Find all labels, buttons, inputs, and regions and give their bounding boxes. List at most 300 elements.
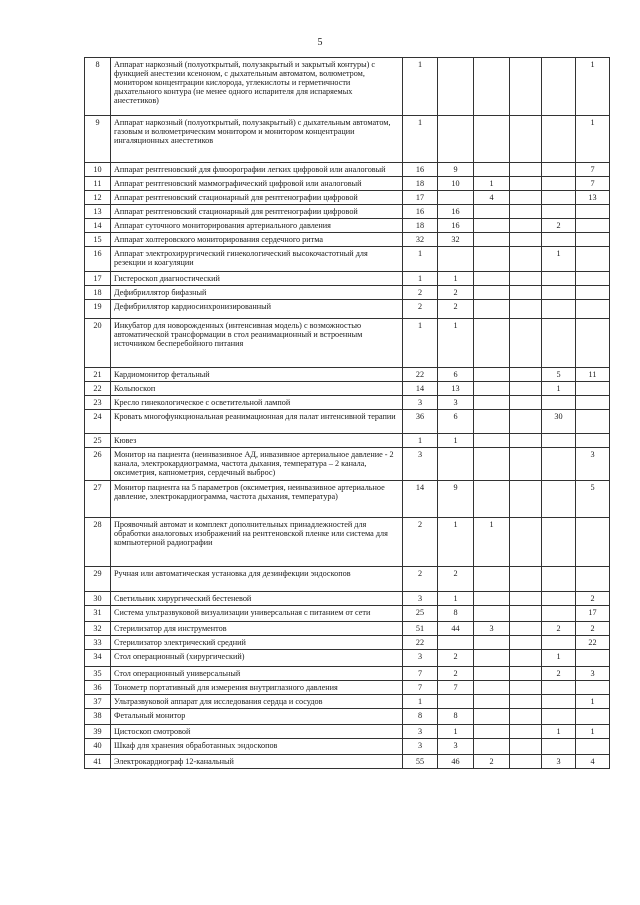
row-number-cell: 31 bbox=[85, 606, 111, 622]
quantity-cell: 4 bbox=[474, 191, 510, 205]
quantity-cell bbox=[510, 368, 542, 382]
quantity-cell: 3 bbox=[403, 650, 438, 667]
quantity-cell: 2 bbox=[474, 755, 510, 769]
quantity-cell bbox=[510, 725, 542, 739]
quantity-cell bbox=[474, 567, 510, 592]
quantity-cell bbox=[510, 286, 542, 300]
quantity-cell bbox=[438, 116, 474, 163]
quantity-cell bbox=[438, 448, 474, 481]
quantity-cell: 30 bbox=[542, 410, 576, 434]
quantity-cell: 3 bbox=[542, 755, 576, 769]
quantity-cell bbox=[438, 191, 474, 205]
row-number-cell: 14 bbox=[85, 219, 111, 233]
row-number-cell: 18 bbox=[85, 286, 111, 300]
quantity-cell bbox=[474, 286, 510, 300]
quantity-cell: 1 bbox=[403, 58, 438, 116]
quantity-cell: 16 bbox=[438, 219, 474, 233]
row-number-cell: 34 bbox=[85, 650, 111, 667]
table-row bbox=[85, 410, 610, 434]
equipment-name-cell: Кольпоскоп bbox=[111, 382, 403, 396]
quantity-cell bbox=[510, 396, 542, 410]
quantity-cell: 16 bbox=[438, 205, 474, 219]
quantity-cell bbox=[474, 410, 510, 434]
quantity-cell: 22 bbox=[403, 368, 438, 382]
quantity-cell bbox=[542, 434, 576, 448]
quantity-cell bbox=[576, 205, 610, 219]
quantity-cell bbox=[510, 622, 542, 636]
quantity-cell: 32 bbox=[438, 233, 474, 247]
quantity-cell: 7 bbox=[576, 163, 610, 177]
equipment-name-cell: Стерилизатор электрический средний bbox=[111, 636, 403, 650]
quantity-cell bbox=[510, 606, 542, 622]
quantity-cell: 2 bbox=[403, 567, 438, 592]
quantity-cell bbox=[474, 219, 510, 233]
quantity-cell bbox=[510, 177, 542, 191]
table-row bbox=[85, 247, 610, 272]
row-number-cell: 9 bbox=[85, 116, 111, 163]
quantity-cell bbox=[438, 695, 474, 709]
table-row bbox=[85, 681, 610, 695]
quantity-cell: 16 bbox=[403, 205, 438, 219]
quantity-cell bbox=[542, 606, 576, 622]
quantity-cell: 2 bbox=[542, 622, 576, 636]
quantity-cell: 2 bbox=[403, 518, 438, 567]
quantity-cell bbox=[474, 681, 510, 695]
quantity-cell: 17 bbox=[576, 606, 610, 622]
quantity-cell bbox=[542, 163, 576, 177]
row-number-cell: 33 bbox=[85, 636, 111, 650]
quantity-cell bbox=[576, 286, 610, 300]
quantity-cell: 8 bbox=[403, 709, 438, 725]
quantity-cell bbox=[542, 300, 576, 319]
quantity-cell: 14 bbox=[403, 481, 438, 518]
quantity-cell: 16 bbox=[403, 163, 438, 177]
quantity-cell: 3 bbox=[403, 396, 438, 410]
row-number-cell: 28 bbox=[85, 518, 111, 567]
quantity-cell bbox=[474, 116, 510, 163]
quantity-cell bbox=[474, 272, 510, 286]
quantity-cell bbox=[576, 319, 610, 368]
quantity-cell bbox=[576, 739, 610, 755]
quantity-cell bbox=[510, 58, 542, 116]
quantity-cell bbox=[542, 233, 576, 247]
table-row bbox=[85, 695, 610, 709]
quantity-cell bbox=[510, 382, 542, 396]
row-number-cell: 16 bbox=[85, 247, 111, 272]
equipment-name-cell: Цистоскоп смотровой bbox=[111, 725, 403, 739]
quantity-cell: 51 bbox=[403, 622, 438, 636]
table-row bbox=[85, 368, 610, 382]
equipment-name-cell: Тонометр портативный для измерения внутриглазного давления bbox=[111, 681, 403, 695]
table-row bbox=[85, 606, 610, 622]
row-number-cell: 38 bbox=[85, 709, 111, 725]
quantity-cell: 22 bbox=[403, 636, 438, 650]
equipment-name-cell: Монитор на пациента (неинвазивное АД, инвазивное артериальное давление - 2 канала, электрокардиограмма, частота дыхания, температура – 2 канала, оксиметрия, капнометрия, сердечный выброс) bbox=[111, 448, 403, 481]
quantity-cell: 25 bbox=[403, 606, 438, 622]
equipment-name-cell: Аппарат наркозный (полуоткрытый, полузакрытый и закрытый контуры) с функцией анестезии ксеноном, с дыхательным автоматом, волюметром, монитором концентрации кислорода, углекислоты и герметичности дыхательного контура (не менее одного испарителя для испаряемых анестетиков) bbox=[111, 58, 403, 116]
table-row bbox=[85, 667, 610, 681]
quantity-cell bbox=[576, 681, 610, 695]
quantity-cell: 1 bbox=[542, 382, 576, 396]
quantity-cell: 3 bbox=[576, 448, 610, 481]
quantity-cell: 2 bbox=[438, 667, 474, 681]
quantity-cell bbox=[474, 319, 510, 368]
quantity-cell bbox=[542, 396, 576, 410]
table-row bbox=[85, 219, 610, 233]
table-row bbox=[85, 272, 610, 286]
quantity-cell: 1 bbox=[542, 650, 576, 667]
quantity-cell: 2 bbox=[438, 567, 474, 592]
quantity-cell bbox=[542, 681, 576, 695]
quantity-cell: 18 bbox=[403, 219, 438, 233]
row-number-cell: 13 bbox=[85, 205, 111, 219]
quantity-cell bbox=[510, 650, 542, 667]
quantity-cell bbox=[474, 163, 510, 177]
table-row bbox=[85, 233, 610, 247]
quantity-cell: 55 bbox=[403, 755, 438, 769]
quantity-cell: 22 bbox=[576, 636, 610, 650]
row-number-cell: 17 bbox=[85, 272, 111, 286]
table-row bbox=[85, 636, 610, 650]
quantity-cell bbox=[542, 518, 576, 567]
quantity-cell bbox=[510, 434, 542, 448]
quantity-cell bbox=[474, 434, 510, 448]
row-number-cell: 8 bbox=[85, 58, 111, 116]
equipment-name-cell: Фетальный монитор bbox=[111, 709, 403, 725]
equipment-name-cell: Электрокардиограф 12-канальный bbox=[111, 755, 403, 769]
row-number-cell: 40 bbox=[85, 739, 111, 755]
quantity-cell bbox=[474, 709, 510, 725]
table-row bbox=[85, 481, 610, 518]
quantity-cell bbox=[576, 382, 610, 396]
quantity-cell bbox=[542, 695, 576, 709]
row-number-cell: 39 bbox=[85, 725, 111, 739]
equipment-name-cell: Аппарат суточного мониторирования артериального давления bbox=[111, 219, 403, 233]
quantity-cell bbox=[474, 382, 510, 396]
table-body bbox=[85, 58, 610, 769]
quantity-cell bbox=[510, 410, 542, 434]
quantity-cell: 1 bbox=[542, 247, 576, 272]
table-row bbox=[85, 396, 610, 410]
quantity-cell: 10 bbox=[438, 177, 474, 191]
row-number-cell: 29 bbox=[85, 567, 111, 592]
equipment-name-cell: Дефибриллятор кардиосинхронизированный bbox=[111, 300, 403, 319]
equipment-name-cell: Ультразвуковой аппарат для исследования сердца и сосудов bbox=[111, 695, 403, 709]
row-number-cell: 32 bbox=[85, 622, 111, 636]
table-row bbox=[85, 319, 610, 368]
quantity-cell: 1 bbox=[576, 725, 610, 739]
quantity-cell: 1 bbox=[438, 319, 474, 368]
quantity-cell bbox=[576, 272, 610, 286]
quantity-cell: 3 bbox=[438, 739, 474, 755]
quantity-cell bbox=[576, 434, 610, 448]
quantity-cell bbox=[474, 233, 510, 247]
quantity-cell bbox=[510, 319, 542, 368]
table-row bbox=[85, 518, 610, 567]
quantity-cell bbox=[542, 709, 576, 725]
row-number-cell: 26 bbox=[85, 448, 111, 481]
quantity-cell: 1 bbox=[474, 177, 510, 191]
quantity-cell: 3 bbox=[576, 667, 610, 681]
equipment-name-cell: Монитор пациента на 5 параметров (оксиметрия, неинвазивное артериальное давление, электрокардиограмма, частота дыхания, температура) bbox=[111, 481, 403, 518]
row-number-cell: 36 bbox=[85, 681, 111, 695]
equipment-name-cell: Аппарат рентгеновский маммографический цифровой или аналоговый bbox=[111, 177, 403, 191]
table-row bbox=[85, 650, 610, 667]
quantity-cell bbox=[438, 58, 474, 116]
quantity-cell: 3 bbox=[403, 448, 438, 481]
quantity-cell: 5 bbox=[542, 368, 576, 382]
quantity-cell bbox=[510, 300, 542, 319]
quantity-cell bbox=[510, 448, 542, 481]
quantity-cell: 2 bbox=[403, 286, 438, 300]
table-row bbox=[85, 592, 610, 606]
quantity-cell bbox=[542, 319, 576, 368]
quantity-cell: 32 bbox=[403, 233, 438, 247]
quantity-cell bbox=[510, 739, 542, 755]
equipment-name-cell: Аппарат электрохирургический гинекологический высокочастотный для резекции и коагуляции bbox=[111, 247, 403, 272]
quantity-cell: 1 bbox=[576, 116, 610, 163]
table-row bbox=[85, 567, 610, 592]
equipment-name-cell: Инкубатор для новорожденных (интенсивная модель) с возможностью автоматической трансформации в стол реанимационный и встроенным источником бесперебойного питания bbox=[111, 319, 403, 368]
quantity-cell: 1 bbox=[576, 695, 610, 709]
quantity-cell: 3 bbox=[403, 592, 438, 606]
quantity-cell bbox=[576, 396, 610, 410]
quantity-cell: 9 bbox=[438, 481, 474, 518]
row-number-cell: 20 bbox=[85, 319, 111, 368]
quantity-cell bbox=[474, 396, 510, 410]
quantity-cell: 2 bbox=[438, 286, 474, 300]
quantity-cell: 1 bbox=[403, 116, 438, 163]
quantity-cell bbox=[510, 592, 542, 606]
quantity-cell bbox=[510, 695, 542, 709]
quantity-cell: 14 bbox=[403, 382, 438, 396]
equipment-name-cell: Стерилизатор для инструментов bbox=[111, 622, 403, 636]
quantity-cell: 5 bbox=[576, 481, 610, 518]
quantity-cell bbox=[542, 205, 576, 219]
table-row bbox=[85, 382, 610, 396]
quantity-cell bbox=[576, 650, 610, 667]
quantity-cell bbox=[542, 567, 576, 592]
quantity-cell: 6 bbox=[438, 410, 474, 434]
row-number-cell: 22 bbox=[85, 382, 111, 396]
row-number-cell: 12 bbox=[85, 191, 111, 205]
quantity-cell bbox=[474, 58, 510, 116]
quantity-cell bbox=[510, 163, 542, 177]
equipment-name-cell: Гистероскоп диагностический bbox=[111, 272, 403, 286]
table-row bbox=[85, 448, 610, 481]
quantity-cell bbox=[576, 300, 610, 319]
row-number-cell: 37 bbox=[85, 695, 111, 709]
quantity-cell: 1 bbox=[438, 518, 474, 567]
quantity-cell bbox=[474, 592, 510, 606]
quantity-cell: 46 bbox=[438, 755, 474, 769]
quantity-cell: 6 bbox=[438, 368, 474, 382]
row-number-cell: 19 bbox=[85, 300, 111, 319]
quantity-cell: 2 bbox=[576, 592, 610, 606]
row-number-cell: 41 bbox=[85, 755, 111, 769]
quantity-cell bbox=[438, 247, 474, 272]
equipment-name-cell: Аппарат рентгеновский стационарный для рентгенографии цифровой bbox=[111, 205, 403, 219]
equipment-name-cell: Шкаф для хранения обработанных эндоскопов bbox=[111, 739, 403, 755]
table-row bbox=[85, 622, 610, 636]
quantity-cell bbox=[438, 636, 474, 650]
quantity-cell bbox=[510, 233, 542, 247]
table-row bbox=[85, 163, 610, 177]
row-number-cell: 11 bbox=[85, 177, 111, 191]
quantity-cell bbox=[576, 219, 610, 233]
quantity-cell bbox=[542, 448, 576, 481]
equipment-name-cell: Ручная или автоматическая установка для дезинфекции эндоскопов bbox=[111, 567, 403, 592]
quantity-cell bbox=[474, 636, 510, 650]
quantity-cell bbox=[576, 233, 610, 247]
quantity-cell: 7 bbox=[403, 681, 438, 695]
equipment-name-cell: Проявочный автомат и комплект дополнительных принадлежностей для обработки аналоговых изображений на рентгеновской пленке или система для компьютерной радиографии bbox=[111, 518, 403, 567]
quantity-cell bbox=[510, 567, 542, 592]
quantity-cell bbox=[474, 300, 510, 319]
quantity-cell: 3 bbox=[474, 622, 510, 636]
table-row bbox=[85, 58, 610, 116]
table-row bbox=[85, 177, 610, 191]
table-row bbox=[85, 300, 610, 319]
quantity-cell bbox=[542, 636, 576, 650]
quantity-cell: 36 bbox=[403, 410, 438, 434]
quantity-cell: 2 bbox=[542, 219, 576, 233]
quantity-cell bbox=[576, 410, 610, 434]
quantity-cell bbox=[510, 681, 542, 695]
quantity-cell bbox=[510, 205, 542, 219]
quantity-cell: 1 bbox=[438, 592, 474, 606]
quantity-cell bbox=[542, 481, 576, 518]
quantity-cell bbox=[510, 191, 542, 205]
quantity-cell bbox=[542, 191, 576, 205]
quantity-cell: 1 bbox=[403, 695, 438, 709]
quantity-cell: 13 bbox=[576, 191, 610, 205]
table-row bbox=[85, 191, 610, 205]
quantity-cell: 1 bbox=[576, 58, 610, 116]
quantity-cell: 3 bbox=[438, 396, 474, 410]
equipment-name-cell: Кресло гинекологическое с осветительной лампой bbox=[111, 396, 403, 410]
quantity-cell bbox=[576, 567, 610, 592]
equipment-name-cell: Аппарат наркозный (полуоткрытый, полузакрытый) с дыхательным автоматом, газовым и волюметрическим монитором и монитором концентрации ингаляционных анестетиков bbox=[111, 116, 403, 163]
quantity-cell bbox=[510, 755, 542, 769]
quantity-cell bbox=[576, 518, 610, 567]
quantity-cell bbox=[542, 272, 576, 286]
quantity-cell bbox=[510, 518, 542, 567]
table-row bbox=[85, 725, 610, 739]
quantity-cell bbox=[474, 606, 510, 622]
equipment-name-cell: Система ультразвуковой визуализации универсальная с питанием от сети bbox=[111, 606, 403, 622]
quantity-cell bbox=[510, 481, 542, 518]
quantity-cell: 11 bbox=[576, 368, 610, 382]
quantity-cell bbox=[474, 481, 510, 518]
equipment-name-cell: Аппарат рентгеновский стационарный для рентгенографии цифровой bbox=[111, 191, 403, 205]
quantity-cell: 7 bbox=[403, 667, 438, 681]
row-number-cell: 24 bbox=[85, 410, 111, 434]
row-number-cell: 23 bbox=[85, 396, 111, 410]
row-number-cell: 21 bbox=[85, 368, 111, 382]
equipment-name-cell: Аппарат рентгеновский для флюорографии легких цифровой или аналоговый bbox=[111, 163, 403, 177]
quantity-cell bbox=[510, 272, 542, 286]
quantity-cell: 1 bbox=[403, 434, 438, 448]
quantity-cell bbox=[474, 205, 510, 219]
quantity-cell: 18 bbox=[403, 177, 438, 191]
quantity-cell bbox=[510, 247, 542, 272]
quantity-cell: 7 bbox=[576, 177, 610, 191]
quantity-cell: 1 bbox=[474, 518, 510, 567]
quantity-cell bbox=[474, 667, 510, 681]
quantity-cell: 1 bbox=[403, 272, 438, 286]
quantity-cell bbox=[510, 709, 542, 725]
row-number-cell: 15 bbox=[85, 233, 111, 247]
quantity-cell bbox=[510, 636, 542, 650]
quantity-cell bbox=[542, 177, 576, 191]
row-number-cell: 30 bbox=[85, 592, 111, 606]
quantity-cell: 1 bbox=[438, 725, 474, 739]
row-number-cell: 10 bbox=[85, 163, 111, 177]
equipment-name-cell: Светильник хирургический бестеневой bbox=[111, 592, 403, 606]
table-row bbox=[85, 205, 610, 219]
row-number-cell: 35 bbox=[85, 667, 111, 681]
table-row bbox=[85, 709, 610, 725]
table-row bbox=[85, 434, 610, 448]
quantity-cell: 2 bbox=[576, 622, 610, 636]
page-number: 5 bbox=[317, 37, 323, 48]
equipment-name-cell: Кардиомонитор фетальный bbox=[111, 368, 403, 382]
quantity-cell: 3 bbox=[403, 725, 438, 739]
quantity-cell: 44 bbox=[438, 622, 474, 636]
quantity-cell: 8 bbox=[438, 606, 474, 622]
quantity-cell: 9 bbox=[438, 163, 474, 177]
quantity-cell bbox=[576, 247, 610, 272]
quantity-cell: 17 bbox=[403, 191, 438, 205]
quantity-cell: 2 bbox=[438, 650, 474, 667]
quantity-cell bbox=[474, 247, 510, 272]
quantity-cell bbox=[474, 448, 510, 481]
quantity-cell bbox=[474, 695, 510, 709]
table-row bbox=[85, 755, 610, 769]
quantity-cell: 1 bbox=[403, 319, 438, 368]
quantity-cell bbox=[474, 739, 510, 755]
table-row bbox=[85, 116, 610, 163]
quantity-cell bbox=[474, 725, 510, 739]
equipment-name-cell: Стол операционный универсальный bbox=[111, 667, 403, 681]
row-number-cell: 25 bbox=[85, 434, 111, 448]
equipment-name-cell: Стол операционный (хирургический) bbox=[111, 650, 403, 667]
quantity-cell bbox=[542, 739, 576, 755]
quantity-cell bbox=[542, 592, 576, 606]
equipment-name-cell: Кровать многофункциональная реанимационная для палат интенсивной терапии bbox=[111, 410, 403, 434]
table-row bbox=[85, 739, 610, 755]
quantity-cell bbox=[474, 650, 510, 667]
quantity-cell bbox=[510, 219, 542, 233]
quantity-cell: 2 bbox=[542, 667, 576, 681]
table-row bbox=[85, 286, 610, 300]
quantity-cell bbox=[542, 286, 576, 300]
quantity-cell: 2 bbox=[438, 300, 474, 319]
quantity-cell: 1 bbox=[438, 434, 474, 448]
equipment-name-cell: Дефибриллятор бифазный bbox=[111, 286, 403, 300]
equipment-name-cell: Аппарат холтеровского мониторирования сердечного ритма bbox=[111, 233, 403, 247]
quantity-cell bbox=[576, 709, 610, 725]
quantity-cell: 1 bbox=[438, 272, 474, 286]
quantity-cell: 2 bbox=[403, 300, 438, 319]
quantity-cell: 1 bbox=[403, 247, 438, 272]
equipment-table bbox=[84, 57, 610, 769]
quantity-cell: 7 bbox=[438, 681, 474, 695]
quantity-cell: 3 bbox=[403, 739, 438, 755]
quantity-cell bbox=[510, 667, 542, 681]
quantity-cell: 8 bbox=[438, 709, 474, 725]
